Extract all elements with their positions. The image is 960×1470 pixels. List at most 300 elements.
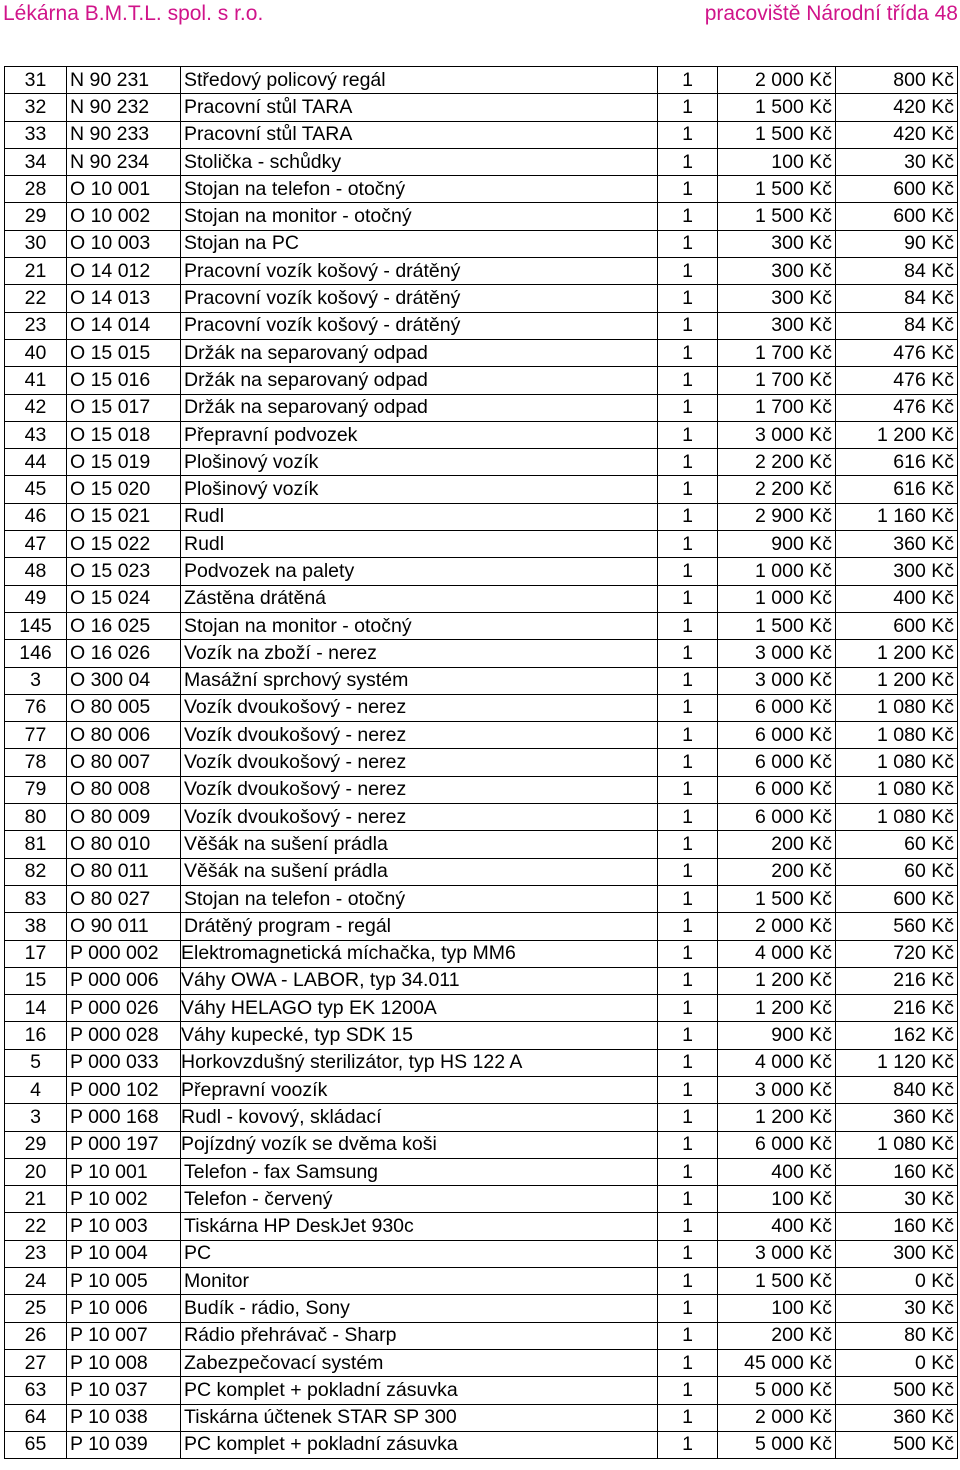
item-code-cell: O 80 008 [67,776,181,803]
item-quantity-cell: 1 [658,312,718,339]
item-code-cell: N 90 231 [67,67,181,94]
item-price-cell: 1 500 Kč [718,612,836,639]
item-quantity-cell: 1 [658,531,718,558]
item-quantity-cell: 1 [658,913,718,940]
page-header [0,0,960,36]
table-row [5,1349,958,1376]
item-quantity-cell: 1 [658,1431,718,1458]
item-value-cell: 400 Kč [836,585,958,612]
table-row [5,940,958,967]
item-name-cell: Stolička - schůdky [181,148,658,175]
item-name-cell: PC komplet + pokladní zásuvka [181,1377,658,1404]
item-name-cell: Vozík dvoukošový - nerez [181,804,658,831]
item-name-cell: Přepravní voozík [181,1076,658,1103]
item-number-cell: 20 [5,1158,67,1185]
item-name-cell: Držák na separovaný odpad [181,394,658,421]
item-code-cell: O 14 014 [67,312,181,339]
item-code-cell: P 10 003 [67,1213,181,1240]
item-name-cell: Elektromagnetická míchačka, typ MM6 [181,940,658,967]
item-quantity-cell: 1 [658,367,718,394]
item-number-cell: 47 [5,531,67,558]
item-price-cell: 4 000 Kč [718,940,836,967]
item-code-cell: O 15 018 [67,421,181,448]
item-number-cell: 43 [5,421,67,448]
item-quantity-cell: 1 [658,640,718,667]
item-value-cell: 616 Kč [836,476,958,503]
item-price-cell: 400 Kč [718,1213,836,1240]
item-code-cell: O 80 010 [67,831,181,858]
item-name-cell: Rudl [181,531,658,558]
item-value-cell: 300 Kč [836,1240,958,1267]
item-value-cell: 0 Kč [836,1349,958,1376]
item-name-cell: Věšák na sušení prádla [181,831,658,858]
item-name-cell: Vozík dvoukošový - nerez [181,776,658,803]
item-code-cell: O 80 011 [67,858,181,885]
item-name-cell: Držák na separovaný odpad [181,367,658,394]
item-quantity-cell: 1 [658,1268,718,1295]
table-row [5,722,958,749]
item-number-cell: 40 [5,339,67,366]
item-price-cell: 1 200 Kč [718,995,836,1022]
item-quantity-cell: 1 [658,749,718,776]
item-quantity-cell: 1 [658,831,718,858]
table-row [5,1404,958,1431]
table-row [5,258,958,285]
table-row [5,612,958,639]
item-name-cell: Vozík dvoukošový - nerez [181,722,658,749]
item-name-cell: PC [181,1240,658,1267]
item-quantity-cell: 1 [658,1131,718,1158]
item-quantity-cell: 1 [658,176,718,203]
item-code-cell: O 80 027 [67,885,181,912]
item-name-cell: Váhy OWA - LABOR, typ 34.011 [181,967,658,994]
item-quantity-cell: 1 [658,967,718,994]
item-number-cell: 146 [5,640,67,667]
item-number-cell: 3 [5,1104,67,1131]
item-code-cell: O 300 04 [67,667,181,694]
item-name-cell: Stojan na telefon - otočný [181,176,658,203]
table-row [5,831,958,858]
item-name-cell: Masážní sprchový systém [181,667,658,694]
item-number-cell: 38 [5,913,67,940]
table-row [5,148,958,175]
item-price-cell: 5 000 Kč [718,1431,836,1458]
item-value-cell: 500 Kč [836,1377,958,1404]
table-row [5,121,958,148]
table-row [5,531,958,558]
item-name-cell: Plošinový vozík [181,476,658,503]
item-name-cell: Vozík na zboží - nerez [181,640,658,667]
table-row [5,367,958,394]
item-number-cell: 83 [5,885,67,912]
item-quantity-cell: 1 [658,804,718,831]
item-name-cell: Věšák na sušení prádla [181,858,658,885]
item-quantity-cell: 1 [658,230,718,257]
item-quantity-cell: 1 [658,121,718,148]
item-code-cell: O 15 016 [67,367,181,394]
item-price-cell: 1 200 Kč [718,967,836,994]
item-price-cell: 1 000 Kč [718,585,836,612]
item-value-cell: 420 Kč [836,94,958,121]
item-name-cell: Váhy kupecké, typ SDK 15 [181,1022,658,1049]
item-number-cell: 76 [5,694,67,721]
item-value-cell: 360 Kč [836,1104,958,1131]
item-price-cell: 1 500 Kč [718,94,836,121]
item-value-cell: 84 Kč [836,312,958,339]
item-quantity-cell: 1 [658,858,718,885]
item-value-cell: 600 Kč [836,885,958,912]
item-quantity-cell: 1 [658,1158,718,1185]
item-number-cell: 27 [5,1349,67,1376]
item-value-cell: 160 Kč [836,1213,958,1240]
item-price-cell: 1 700 Kč [718,394,836,421]
item-value-cell: 160 Kč [836,1158,958,1185]
item-number-cell: 79 [5,776,67,803]
item-price-cell: 45 000 Kč [718,1349,836,1376]
table-row [5,230,958,257]
item-value-cell: 800 Kč [836,67,958,94]
item-price-cell: 200 Kč [718,1322,836,1349]
item-price-cell: 6 000 Kč [718,1131,836,1158]
item-price-cell: 300 Kč [718,285,836,312]
item-number-cell: 145 [5,612,67,639]
item-code-cell: O 80 009 [67,804,181,831]
item-name-cell: Stojan na monitor - otočný [181,612,658,639]
table-row [5,1322,958,1349]
table-row [5,421,958,448]
item-price-cell: 5 000 Kč [718,1377,836,1404]
table-row [5,1377,958,1404]
item-code-cell: O 15 022 [67,531,181,558]
item-price-cell: 400 Kč [718,1158,836,1185]
item-code-cell: O 16 025 [67,612,181,639]
item-number-cell: 25 [5,1295,67,1322]
table-row [5,1295,958,1322]
item-price-cell: 3 000 Kč [718,1076,836,1103]
item-number-cell: 65 [5,1431,67,1458]
item-value-cell: 476 Kč [836,339,958,366]
table-row [5,558,958,585]
item-quantity-cell: 1 [658,421,718,448]
item-value-cell: 216 Kč [836,967,958,994]
item-name-cell: Středový policový regál [181,67,658,94]
table-row [5,640,958,667]
item-name-cell: Telefon - fax Samsung [181,1158,658,1185]
item-price-cell: 4 000 Kč [718,1049,836,1076]
table-row [5,995,958,1022]
item-name-cell: Přepravní podvozek [181,421,658,448]
item-code-cell: P 10 001 [67,1158,181,1185]
item-code-cell: P 10 008 [67,1349,181,1376]
table-row [5,476,958,503]
item-name-cell: Rádio přehrávač - Sharp [181,1322,658,1349]
item-code-cell: P 10 006 [67,1295,181,1322]
item-code-cell: O 15 019 [67,449,181,476]
item-name-cell: Tiskárna HP DeskJet 930c [181,1213,658,1240]
table-row [5,394,958,421]
item-name-cell: Rudl [181,503,658,530]
item-code-cell: P 10 002 [67,1186,181,1213]
table-row [5,1131,958,1158]
item-name-cell: Vozík dvoukošový - nerez [181,694,658,721]
item-name-cell: Držák na separovaný odpad [181,339,658,366]
item-value-cell: 60 Kč [836,858,958,885]
item-name-cell: Vozík dvoukošový - nerez [181,749,658,776]
item-price-cell: 300 Kč [718,230,836,257]
item-number-cell: 23 [5,1240,67,1267]
item-name-cell: Zabezpečovací systém [181,1349,658,1376]
table-row [5,667,958,694]
item-value-cell: 360 Kč [836,1404,958,1431]
item-code-cell: P 000 028 [67,1022,181,1049]
item-price-cell: 1 700 Kč [718,367,836,394]
table-row [5,585,958,612]
item-value-cell: 1 080 Kč [836,1131,958,1158]
item-code-cell: O 80 006 [67,722,181,749]
item-code-cell: N 90 233 [67,121,181,148]
item-quantity-cell: 1 [658,585,718,612]
item-quantity-cell: 1 [658,449,718,476]
item-code-cell: P 000 197 [67,1131,181,1158]
inventory-table [4,66,958,1459]
item-value-cell: 476 Kč [836,367,958,394]
item-price-cell: 6 000 Kč [718,749,836,776]
item-value-cell: 30 Kč [836,148,958,175]
item-quantity-cell: 1 [658,776,718,803]
table-row [5,67,958,94]
item-quantity-cell: 1 [658,667,718,694]
item-number-cell: 22 [5,285,67,312]
table-row [5,694,958,721]
item-quantity-cell: 1 [658,1049,718,1076]
item-name-cell: Telefon - červený [181,1186,658,1213]
item-quantity-cell: 1 [658,476,718,503]
item-quantity-cell: 1 [658,995,718,1022]
item-quantity-cell: 1 [658,558,718,585]
item-quantity-cell: 1 [658,1186,718,1213]
item-quantity-cell: 1 [658,1404,718,1431]
item-number-cell: 28 [5,176,67,203]
table-row [5,1049,958,1076]
item-value-cell: 476 Kč [836,394,958,421]
table-row [5,1431,958,1458]
item-code-cell: O 15 015 [67,339,181,366]
table-row [5,176,958,203]
item-quantity-cell: 1 [658,1213,718,1240]
item-name-cell: Pracovní vozík košový - drátěný [181,312,658,339]
item-code-cell: N 90 234 [67,148,181,175]
item-name-cell: Zástěna drátěná [181,585,658,612]
item-quantity-cell: 1 [658,503,718,530]
item-name-cell: Tiskárna účtenek STAR SP 300 [181,1404,658,1431]
item-value-cell: 600 Kč [836,612,958,639]
item-quantity-cell: 1 [658,1022,718,1049]
item-price-cell: 1 500 Kč [718,203,836,230]
item-price-cell: 6 000 Kč [718,804,836,831]
item-number-cell: 21 [5,258,67,285]
item-value-cell: 360 Kč [836,531,958,558]
item-price-cell: 1 000 Kč [718,558,836,585]
item-number-cell: 23 [5,312,67,339]
item-value-cell: 60 Kč [836,831,958,858]
table-row [5,967,958,994]
item-number-cell: 3 [5,667,67,694]
item-value-cell: 1 200 Kč [836,667,958,694]
item-value-cell: 30 Kč [836,1186,958,1213]
table-row [5,1213,958,1240]
item-quantity-cell: 1 [658,1240,718,1267]
item-number-cell: 16 [5,1022,67,1049]
item-number-cell: 77 [5,722,67,749]
item-quantity-cell: 1 [658,285,718,312]
item-number-cell: 81 [5,831,67,858]
item-value-cell: 1 200 Kč [836,421,958,448]
item-number-cell: 63 [5,1377,67,1404]
workplace-location: pracoviště Národní třída 48 [704,2,958,25]
item-quantity-cell: 1 [658,1295,718,1322]
item-quantity-cell: 1 [658,722,718,749]
item-value-cell: 1 200 Kč [836,640,958,667]
item-quantity-cell: 1 [658,1322,718,1349]
item-value-cell: 84 Kč [836,285,958,312]
item-name-cell: Podvozek na palety [181,558,658,585]
item-name-cell: Horkovzdušný sterilizátor, typ HS 122 A [181,1049,658,1076]
item-price-cell: 300 Kč [718,312,836,339]
item-value-cell: 300 Kč [836,558,958,585]
item-price-cell: 6 000 Kč [718,694,836,721]
table-row [5,1268,958,1295]
item-number-cell: 26 [5,1322,67,1349]
item-name-cell: Monitor [181,1268,658,1295]
item-value-cell: 1 080 Kč [836,694,958,721]
table-row [5,449,958,476]
item-number-cell: 5 [5,1049,67,1076]
item-number-cell: 32 [5,94,67,121]
item-value-cell: 80 Kč [836,1322,958,1349]
item-number-cell: 22 [5,1213,67,1240]
table-row [5,1186,958,1213]
item-number-cell: 46 [5,503,67,530]
table-row [5,858,958,885]
item-number-cell: 80 [5,804,67,831]
company-name: Lékárna B.M.T.L. spol. s r.o. [3,2,264,25]
item-price-cell: 900 Kč [718,531,836,558]
item-value-cell: 1 080 Kč [836,804,958,831]
item-value-cell: 840 Kč [836,1076,958,1103]
item-value-cell: 162 Kč [836,1022,958,1049]
item-code-cell: O 15 021 [67,503,181,530]
item-name-cell: Stojan na PC [181,230,658,257]
item-number-cell: 21 [5,1186,67,1213]
item-quantity-cell: 1 [658,394,718,421]
item-code-cell: P 000 026 [67,995,181,1022]
item-quantity-cell: 1 [658,885,718,912]
item-quantity-cell: 1 [658,612,718,639]
item-code-cell: P 10 004 [67,1240,181,1267]
table-row [5,804,958,831]
item-price-cell: 2 000 Kč [718,913,836,940]
item-code-cell: O 10 002 [67,203,181,230]
item-code-cell: P 000 006 [67,967,181,994]
item-price-cell: 3 000 Kč [718,640,836,667]
item-quantity-cell: 1 [658,1076,718,1103]
item-price-cell: 2 900 Kč [718,503,836,530]
item-code-cell: O 14 012 [67,258,181,285]
item-value-cell: 1 080 Kč [836,722,958,749]
item-code-cell: O 10 001 [67,176,181,203]
item-number-cell: 41 [5,367,67,394]
table-row [5,776,958,803]
item-code-cell: O 15 023 [67,558,181,585]
item-number-cell: 64 [5,1404,67,1431]
item-price-cell: 1 700 Kč [718,339,836,366]
item-price-cell: 2 000 Kč [718,67,836,94]
item-price-cell: 200 Kč [718,831,836,858]
item-code-cell: P 000 168 [67,1104,181,1131]
item-price-cell: 300 Kč [718,258,836,285]
item-number-cell: 33 [5,121,67,148]
item-value-cell: 720 Kč [836,940,958,967]
item-code-cell: P 10 039 [67,1431,181,1458]
item-value-cell: 84 Kč [836,258,958,285]
item-quantity-cell: 1 [658,67,718,94]
table-row [5,94,958,121]
item-name-cell: Pracovní stůl TARA [181,121,658,148]
item-number-cell: 17 [5,940,67,967]
item-name-cell: Pracovní stůl TARA [181,94,658,121]
item-number-cell: 29 [5,203,67,230]
item-code-cell: P 10 005 [67,1268,181,1295]
item-code-cell: P 000 102 [67,1076,181,1103]
item-price-cell: 2 000 Kč [718,1404,836,1431]
item-code-cell: O 15 024 [67,585,181,612]
item-name-cell: Pracovní vozík košový - drátěný [181,285,658,312]
table-row [5,1076,958,1103]
item-number-cell: 48 [5,558,67,585]
item-code-cell: O 15 020 [67,476,181,503]
table-row [5,749,958,776]
item-value-cell: 420 Kč [836,121,958,148]
item-number-cell: 45 [5,476,67,503]
item-code-cell: P 10 037 [67,1377,181,1404]
item-price-cell: 100 Kč [718,148,836,175]
item-name-cell: Plošinový vozík [181,449,658,476]
item-value-cell: 616 Kč [836,449,958,476]
item-quantity-cell: 1 [658,339,718,366]
item-number-cell: 24 [5,1268,67,1295]
item-number-cell: 49 [5,585,67,612]
item-value-cell: 90 Kč [836,230,958,257]
item-quantity-cell: 1 [658,1349,718,1376]
item-price-cell: 900 Kč [718,1022,836,1049]
item-code-cell: O 80 007 [67,749,181,776]
item-price-cell: 1 500 Kč [718,885,836,912]
item-name-cell: Rudl - kovový, skládací [181,1104,658,1131]
item-number-cell: 30 [5,230,67,257]
item-number-cell: 42 [5,394,67,421]
item-number-cell: 29 [5,1131,67,1158]
item-code-cell: O 80 005 [67,694,181,721]
item-code-cell: O 90 011 [67,913,181,940]
item-name-cell: Pojízdný vozík se dvěma koši [181,1131,658,1158]
item-code-cell: P 000 002 [67,940,181,967]
table-row [5,339,958,366]
item-code-cell: P 000 033 [67,1049,181,1076]
item-number-cell: 82 [5,858,67,885]
table-row [5,285,958,312]
item-value-cell: 600 Kč [836,203,958,230]
item-number-cell: 31 [5,67,67,94]
